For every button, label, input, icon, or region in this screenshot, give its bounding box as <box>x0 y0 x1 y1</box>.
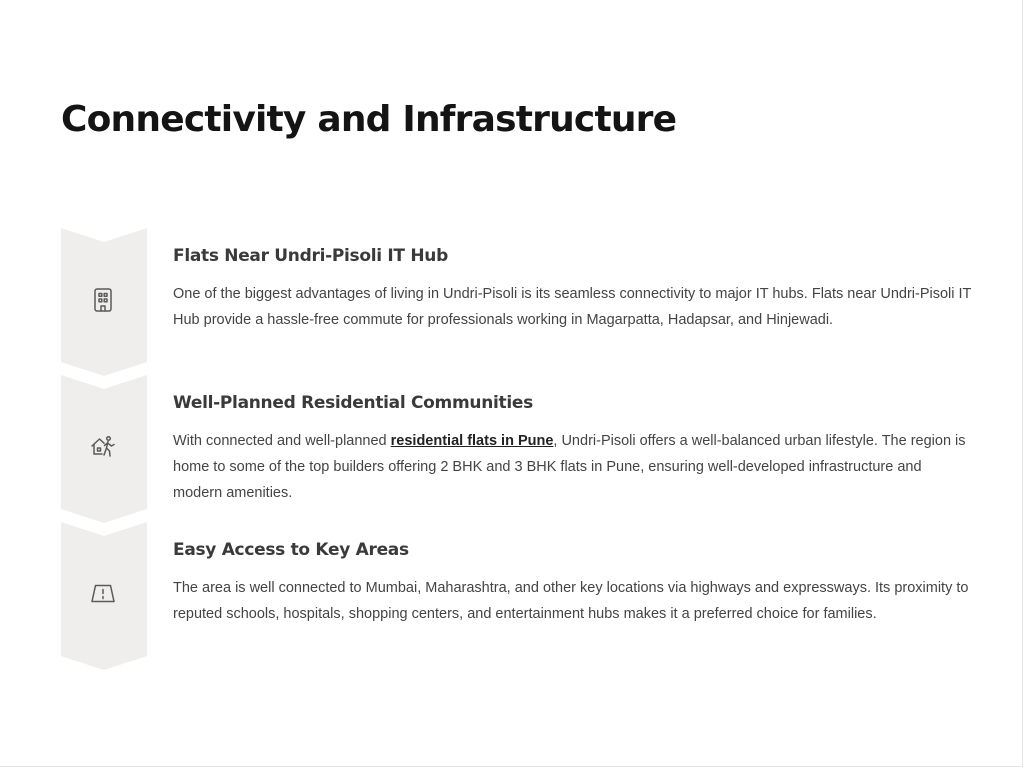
residential-flats-link[interactable]: residential flats in Pune <box>390 433 554 449</box>
building-icon <box>89 286 117 314</box>
road-sign-icon <box>89 580 117 608</box>
feature-section-residential-communities <box>0 375 1022 523</box>
section-title: Flats Near Undri-Pisoli IT Hub <box>173 246 448 266</box>
page-title: Connectivity and Infrastructure <box>61 99 677 140</box>
section-title: Easy Access to Key Areas <box>173 540 409 560</box>
section-text-part: , Undri-Pisoli offers a well-balanced urban lifestyle. The region is home to some of the top builders offering 2 BHK and 3 BHK flats in Pune, ensuring well-developed infrastructure and modern amenities. <box>173 433 966 501</box>
feature-section-key-areas <box>0 522 1022 670</box>
section-text <box>173 428 973 506</box>
feature-section-it-hub <box>0 228 1022 376</box>
section-text: One of the biggest advantages of living in Undri-Pisoli is its seamless connectivity to major IT hubs. Flats near Undri-Pisoli IT Hub provide a hassle-free commute for professionals working in Magarpatta, Hadapsar, and Hinjewadi. <box>173 286 972 328</box>
home-walking-person-icon <box>89 433 117 461</box>
section-title: Well-Planned Residential Communities <box>173 393 533 413</box>
section-text: The area is well connected to Mumbai, Maharashtra, and other key locations via highways and expressways. Its proximity to reputed schools, hospitals, shopping centers, and entertainment hubs makes it a preferred choice for families. <box>173 580 969 622</box>
section-text-part: With connected and well-planned <box>173 433 391 449</box>
